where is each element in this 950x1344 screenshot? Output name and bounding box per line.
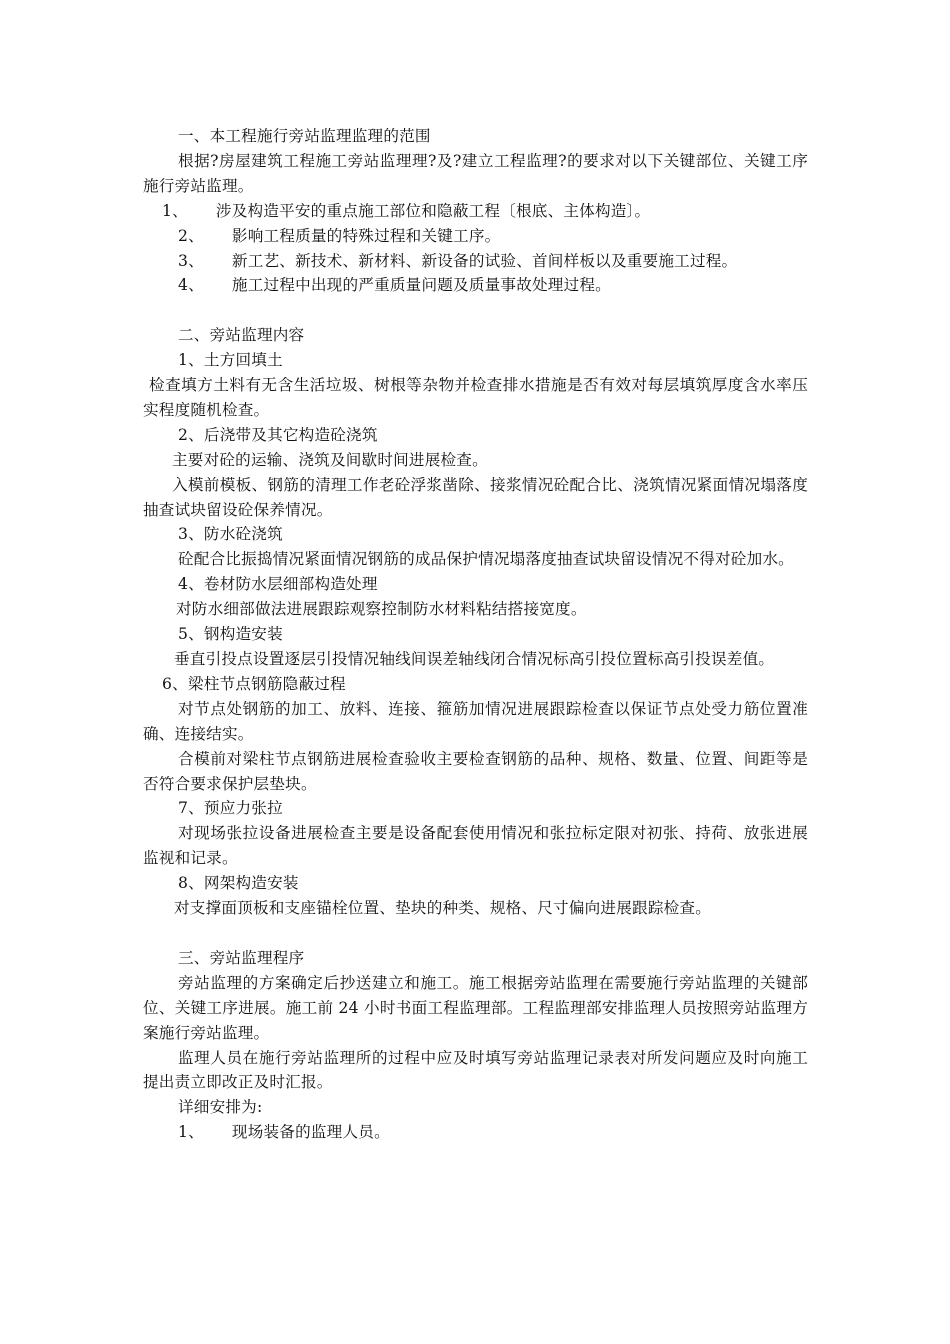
subsection-5-body: 垂直引投点设置逐层引投情况轴线间误差轴线闭合情况标高引投位置标高引投误差值。 — [174, 650, 775, 669]
subsection-7-title: 7、预应力张拉 — [178, 799, 283, 818]
subsection-1-body: 检查填方土料有无含生活垃圾、树根等杂物并检查排水措施是否有效对每层填筑厚度含水率压实程度随机检查。 — [143, 376, 808, 419]
document-body — [143, 124, 808, 1145]
subsection-4-body: 对防水细部做法进展跟踪观察控制防水材料粘结搭接宽度。 — [176, 600, 587, 619]
subsection-2-title: 2、后浇带及其它构造砼浇筑 — [178, 425, 378, 444]
section-3-paragraph-3: 详细安排为: — [178, 1098, 263, 1117]
scope-item-2 — [143, 224, 808, 249]
scope-item-number: 3、 — [178, 251, 204, 270]
arrangement-item-1 — [143, 1120, 808, 1145]
subsection-8-title: 8、网架构造安装 — [178, 874, 299, 893]
subsection-5-title: 5、钢构造安装 — [178, 625, 283, 644]
arrangement-item-number: 1、 — [178, 1123, 204, 1142]
section-3-paragraph-2: 监理人员在施行旁站监理所的过程中应及时填写旁站监理记录表对所发问题应及时向施工提出责立即改正及时汇报。 — [143, 1048, 808, 1092]
scope-item-1 — [143, 199, 808, 224]
subsection-6-body-1: 对节点处钢筋的加工、放料、连接、箍筋加情况进展跟踪检查以保证节点处受力筋位置准确、连接结实。 — [143, 699, 808, 743]
section-3-heading: 三、旁站监理程序 — [178, 948, 305, 967]
scope-item-4 — [143, 273, 808, 298]
blank-line — [143, 298, 808, 323]
scope-item-number: 4、 — [178, 276, 204, 295]
blank-line — [143, 921, 808, 946]
subsection-4-title: 4、卷材防水层细部构造处理 — [178, 575, 378, 594]
subsection-8-body: 对支撑面顶板和支座锚栓位置、垫块的种类、规格、尺寸偏向进展跟踪检查。 — [174, 899, 711, 918]
section-1-heading: 一、本工程施行旁站监理监理的范围 — [178, 127, 431, 145]
subsection-2-body-2: 入模前模板、钢筋的清理工作老砼浮浆凿除、接浆情况砼配合比、浇筑情况紧面情况塌落度抽查试块留设砼保养情况。 — [143, 475, 808, 519]
scope-item-text: 涉及构造平安的重点施工部位和隐蔽工程〔根底、主体构造〕。 — [215, 201, 651, 220]
subsection-2-body-1: 主要对砼的运输、浇筑及间歇时间进展检查。 — [172, 450, 488, 469]
subsection-1-title: 1、土方回填土 — [178, 351, 283, 370]
section-2-heading: 二、旁站监理内容 — [178, 326, 305, 345]
scope-item-3 — [143, 249, 808, 274]
scope-item-number: 1、 — [162, 201, 188, 220]
section-3-paragraph-1: 旁站监理的方案确定后抄送建立和施工。施工根据旁站监理在需要施行旁站监理的关键部位、关键工序进展。施工前 24 小时书面工程监理部。工程监理部安排监理人员按照旁站监理方案施行旁站监理。 — [143, 973, 808, 1042]
section-1-intro: 根据?房屋建筑工程施工旁站监理理?及?建立工程监理?的要求对以下关键部位、关键工序施行旁站监理。 — [143, 151, 808, 195]
subsection-3-title: 3、防水砼浇筑 — [178, 525, 283, 544]
scope-item-number: 2、 — [178, 226, 204, 245]
scope-item-text: 影响工程质量的特殊过程和关键工序。 — [231, 226, 501, 245]
arrangement-item-text: 现场装备的监理人员。 — [231, 1123, 390, 1142]
subsection-6-title: 6、梁柱节点钢筋隐蔽过程 — [162, 674, 346, 693]
subsection-7-body: 对现场张拉设备进展检查主要是设备配套使用情况和张拉标定限对初张、持荷、放张进展监视和记录。 — [143, 824, 808, 868]
scope-item-text: 新工艺、新技术、新材料、新设备的试验、首间样板以及重要施工过程。 — [231, 251, 738, 270]
subsection-3-body: 砼配合比振捣情况紧面情况钢筋的成品保护情况塌落度抽查试块留设情况不得对砼加水。 — [178, 550, 794, 569]
subsection-6-body-2: 合模前对梁柱节点钢筋进展检查验收主要检查钢筋的品种、规格、数量、位置、间距等是否符合要求保护层垫块。 — [143, 749, 808, 793]
scope-item-text: 施工过程中出现的严重质量问题及质量事故处理过程。 — [231, 276, 611, 295]
